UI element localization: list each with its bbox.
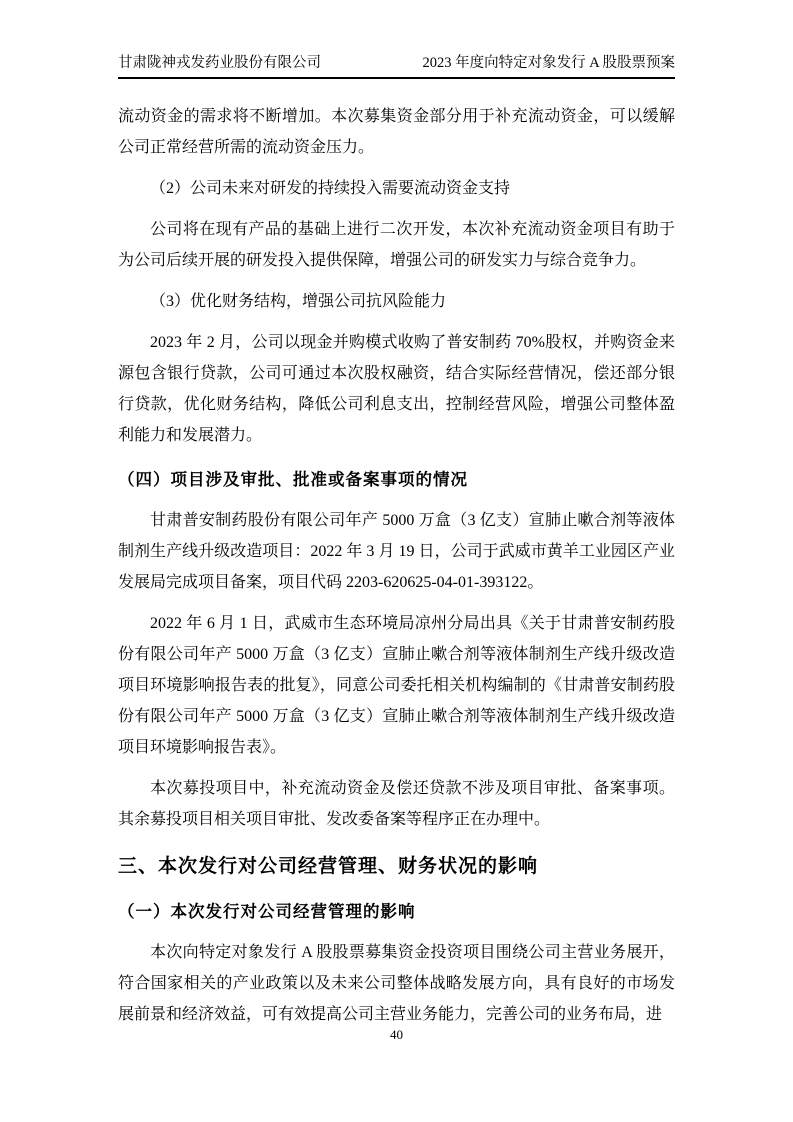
section-heading-4: （四）项目涉及审批、批准或备案事项的情况 [118,471,468,489]
paragraph: 公司将在现有产品的基础上进行二次开发，本次补充流动资金项目有助于为公司后续开展的研发投入提供保障，增强公司的研发实力与综合竞争力。 [118,221,675,269]
paragraph: 本次向特定对象发行 A 股股票募集资金投资项目围绕公司主营业务展开，符合国家相关的产业政策以及未来公司整体战略发展方向，具有良好的市场发展前景和经济效益，可有效提高公司主营业务能力，完善公司的业务布局，进 [118,944,675,1023]
numbered-point-2: （2）公司未来对研发的持续投入需要流动资金支持 [150,180,511,197]
paragraph: 本次募投项目中，补充流动资金及偿还贷款不涉及项目审批、备案事项。其余募投项目相关项目审批、发改委备案等程序正在办理中。 [118,780,675,828]
paragraph: 甘肃普安制药股份有限公司年产 5000 万盒（3 亿支）宣肺止嗽合剂等液体制剂生产线升级改造项目：2022 年 3 月 19 日，公司于武威市黄羊工业园区产业发展局完成项目备案，项目代码 2203-620625-04-01-393122。 [118,512,675,591]
page-number: 40 [390,1027,403,1042]
page-footer [0,1028,793,1042]
chapter-heading-3: 三、本次发行对公司经营管理、财务状况的影响 [118,856,539,877]
paragraph-continuation: 流动资金的需求将不断增加。本次募集资金部分用于补充流动资金，可以缓解公司正常经营所需的流动资金压力。 [118,108,675,156]
section-heading-1: （一）本次发行对公司经营管理的影响 [118,903,416,921]
header-company-name: 甘肃陇神戎发药业股份有限公司 [118,55,321,71]
paragraph: 2023 年 2 月，公司以现金并购模式收购了普安制药 70%股权，并购资金来源包含银行贷款，公司可通过本次股权融资，结合实际经营情况，偿还部分银行贷款，优化财务结构，降低公司利息支出，控制经营风险，增强公司整体盈利能力和发展潜力。 [118,334,675,444]
numbered-point-3: （3）优化财务结构，增强公司抗风险能力 [150,293,447,310]
page-header [118,0,675,79]
document-body [118,79,675,1030]
header-doc-title: 2023 年度向特定对象发行 A 股股票预案 [422,55,675,71]
paragraph: 2022 年 6 月 1 日，武威市生态环境局凉州分局出具《关于甘肃普安制药股份有限公司年产 5000 万盒（3 亿支）宣肺止嗽合剂等液体制剂生产线升级改造项目环境影响报告表的批复》，同意公司委托相关机构编制的《甘肃普安制药股份有限公司年产 5000 万盒（3 亿支）宣肺止嗽合剂等液体制剂生产线升级改造项目环境影响报告表》。 [118,615,675,756]
